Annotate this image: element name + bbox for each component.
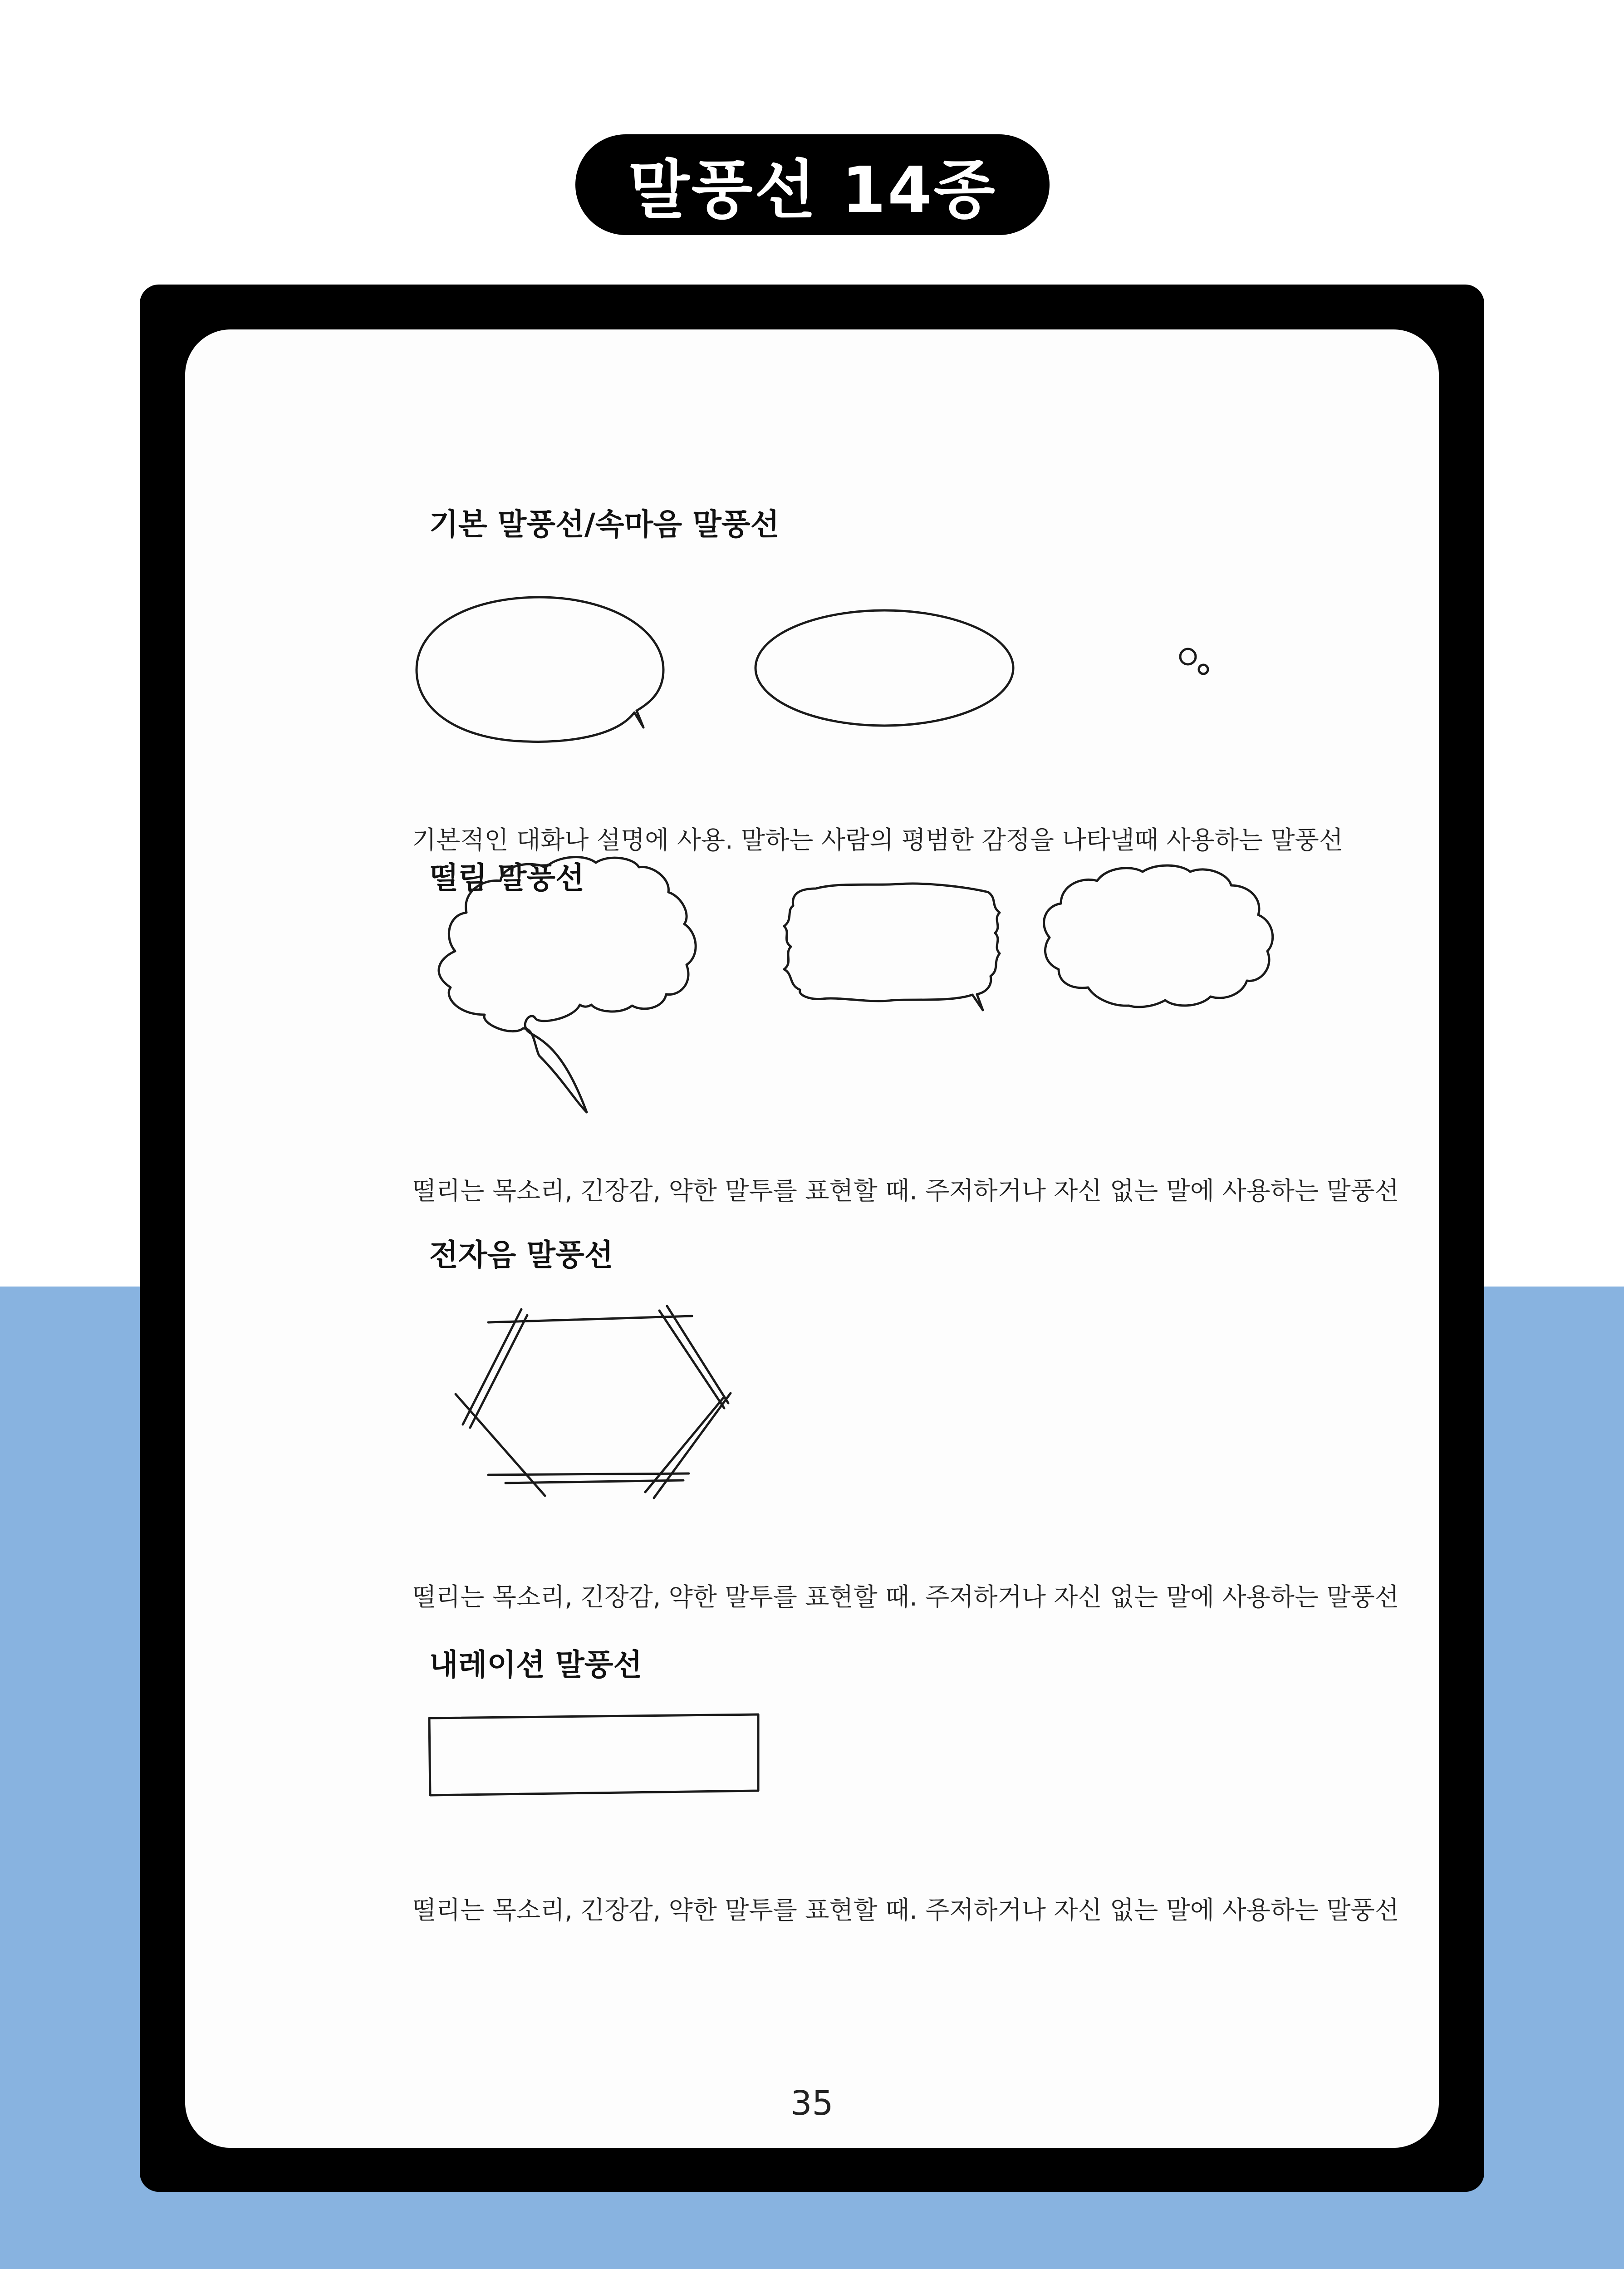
- section-description-trembling: 떨리는 목소리, 긴장감, 약한 말투를 표현할 때. 주저하거나 자신 없는 말에 사용하는 말풍선: [412, 1176, 1399, 1205]
- content-sheet: [185, 329, 1439, 2148]
- bubble-illustrations: [185, 329, 1439, 2148]
- section-heading-trembling: 떨림 말풍선: [429, 860, 584, 895]
- page-title: 말풍선 14종: [575, 134, 1050, 235]
- section-heading-basic: 기본 말풍선/속마음 말풍선: [429, 507, 780, 542]
- wavy-cloud-bubble-shape: [1044, 865, 1273, 1007]
- section-description-basic: 기본적인 대화나 설명에 사용. 말하는 사람의 평범한 감정을 나타낼때 사용하는 말풍선: [412, 825, 1343, 855]
- section-heading-electronic: 전자음 말풍선: [429, 1238, 613, 1272]
- hexagon-sketch-bubble-shape: [456, 1306, 731, 1498]
- section-description-narration: 떨리는 목소리, 긴장감, 약한 말투를 표현할 때. 주저하거나 자신 없는 말에 사용하는 말풍선: [412, 1896, 1399, 1925]
- wavy-tail-bubble-shape: [439, 857, 696, 1112]
- wavy-rect-bubble-shape: [784, 884, 1000, 1010]
- section-description-electronic: 떨리는 목소리, 긴장감, 약한 말투를 표현할 때. 주저하거나 자신 없는 말에 사용하는 말풍선: [412, 1582, 1399, 1611]
- page-number: 35: [790, 2084, 834, 2123]
- thought-dot-small: [1199, 665, 1208, 674]
- speech-bubble-shape: [417, 597, 663, 742]
- narration-box-shape: [429, 1714, 758, 1795]
- section-heading-narration: 내레이션 말풍선: [429, 1647, 643, 1682]
- thought-dot-large: [1180, 649, 1196, 664]
- black-frame: [140, 285, 1484, 2192]
- plain-ellipse-shape: [756, 610, 1013, 726]
